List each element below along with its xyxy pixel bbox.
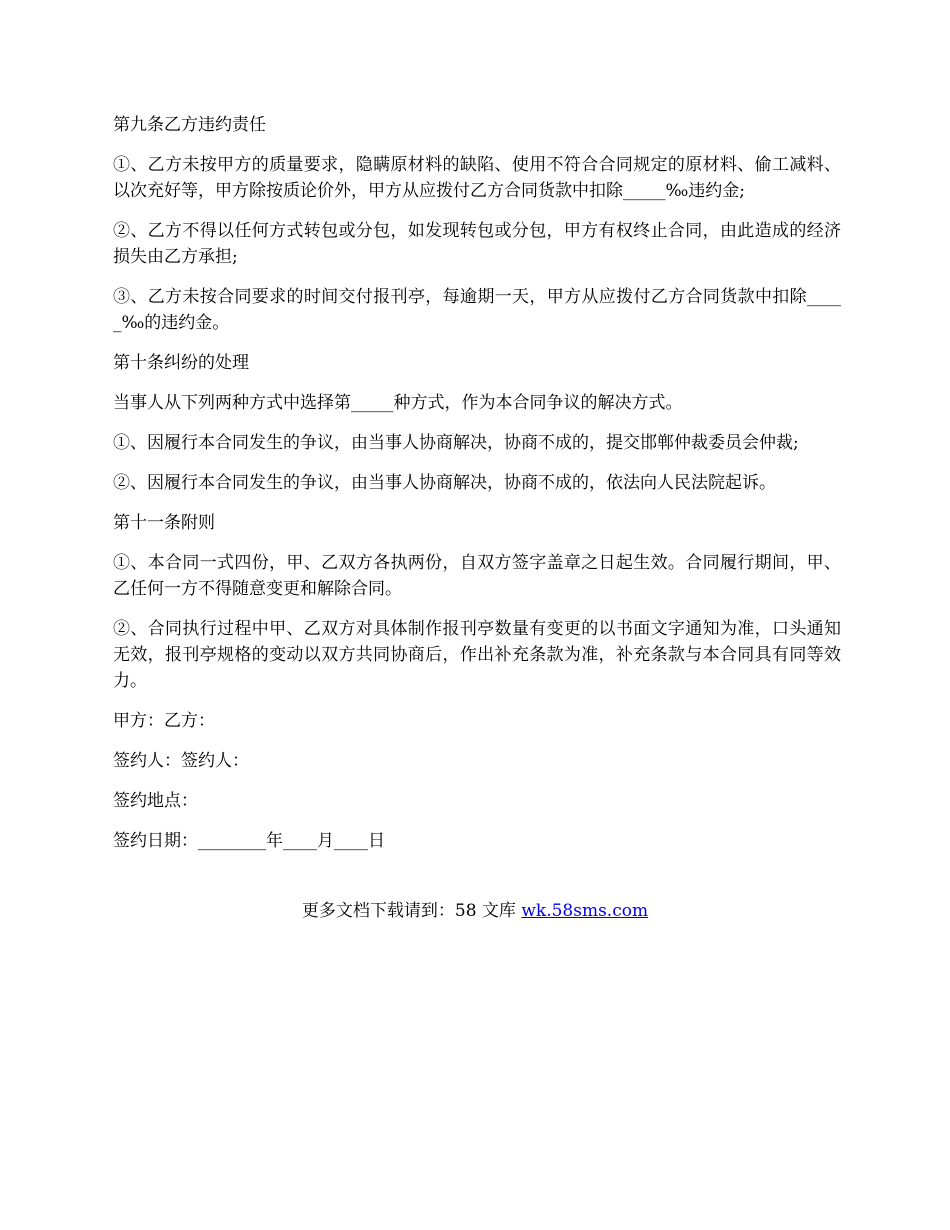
article-9-clause-3: ③、乙方未按合同要求的时间交付报刊亭，每逾期一天，甲方从应拨付乙方合同货款中扣除_____‰的违约金。 xyxy=(113,287,841,333)
article-11-clause-2: ②、合同执行过程中甲、乙双方对具体制作报刊亭数量有变更的以书面文字通知为准，口头通知无效，报刊亭规格的变动以双方共同协商后，作出补充条款为准，补充条款与本合同具有同等效力。 xyxy=(113,619,841,691)
article-10-intro: 当事人从下列两种方式中选择第_____种方式，作为本合同争议的解决方式。 xyxy=(113,393,683,413)
article-10-heading: 第十条纠纷的处理 xyxy=(113,353,249,373)
article-11-heading: 第十一条附则 xyxy=(113,513,215,533)
document-body xyxy=(113,112,841,868)
footer xyxy=(0,898,950,924)
article-9-clause-1: ①、乙方未按甲方的质量要求，隐瞒原材料的缺陷、使用不符合合同规定的原材料、偷工减料、以次充好等，甲方除按质论价外，甲方从应拨付乙方合同货款中扣除_____‰违约金; xyxy=(113,155,841,201)
footer-link[interactable]: wk.58sms.com xyxy=(521,901,649,921)
party-line: 甲方：乙方： xyxy=(113,711,215,731)
article-9-heading: 第九条乙方违约责任 xyxy=(113,115,266,135)
signing-date-line: 签约日期：________年____月____日 xyxy=(113,831,385,851)
signing-place-line: 签约地点： xyxy=(113,791,198,811)
article-10-clause-2: ②、因履行本合同发生的争议，由当事人协商解决，协商不成的，依法向人民法院起诉。 xyxy=(113,473,776,493)
article-11-clause-1: ①、本合同一式四份，甲、乙双方各执两份，自双方签字盖章之日起生效。合同履行期间，甲、乙任何一方不得随意变更和解除合同。 xyxy=(113,553,841,599)
footer-text: 更多文档下载请到：58 文库 xyxy=(301,901,522,921)
article-9-clause-2: ②、乙方不得以任何方式转包或分包，如发现转包或分包，甲方有权终止合同，由此造成的经济损失由乙方承担; xyxy=(113,221,841,267)
signatory-line: 签约人：签约人： xyxy=(113,751,249,771)
article-10-clause-1: ①、因履行本合同发生的争议，由当事人协商解决，协商不成的，提交邯郸仲裁委员会仲裁; xyxy=(113,433,799,453)
